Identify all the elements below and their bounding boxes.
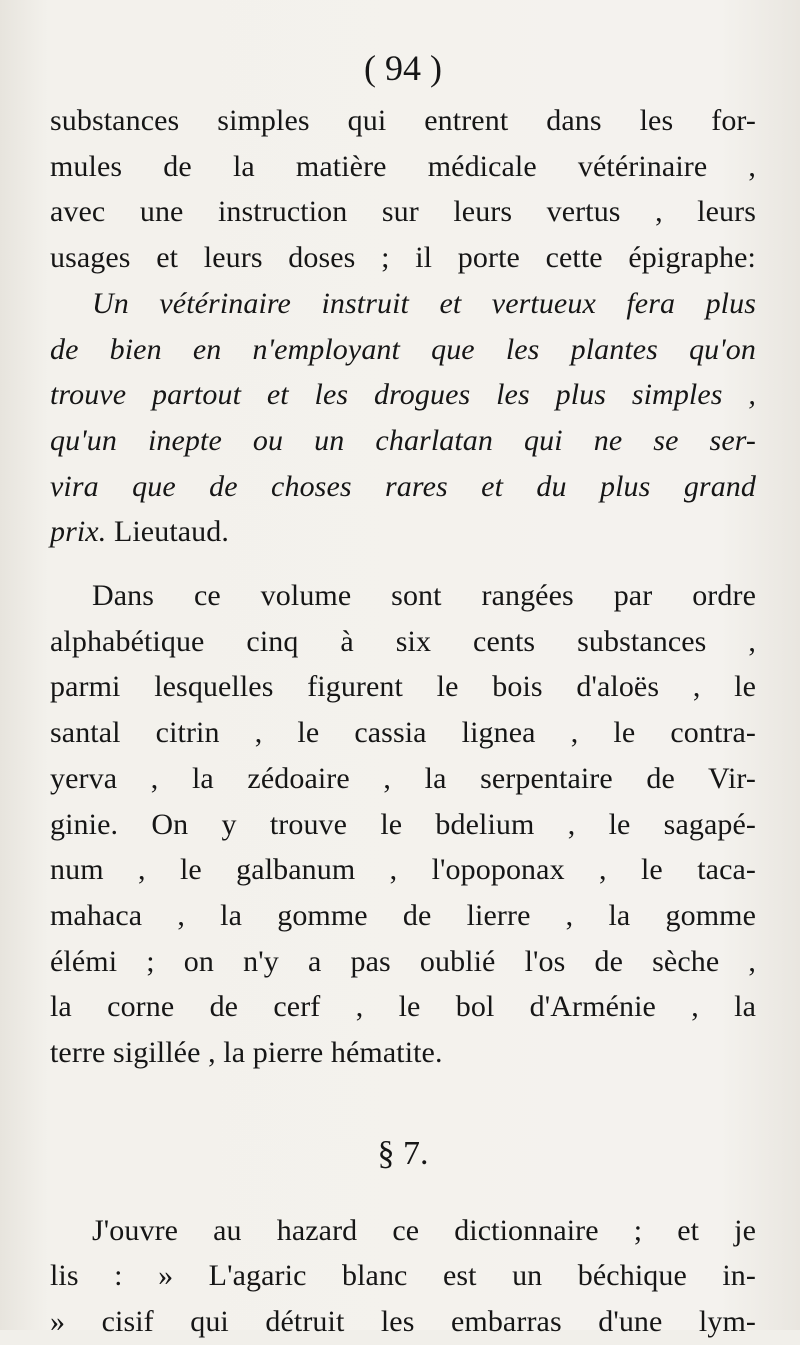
text-line: la corne de cerf , le bol d'Arménie , la [50, 990, 756, 1024]
text-line: substances simples qui entrent dans les for- [50, 104, 756, 137]
text-line: J'ouvre au hazard ce dictionnaire ; et je [92, 1213, 756, 1247]
text-line: yerva , la zédoaire , la serpentaire de Vir- [50, 761, 756, 795]
epigraph [50, 281, 756, 555]
text-line: élémi ; on n'y a pas oublié l'os de sèche , [50, 944, 756, 978]
epigraph-attribution: Lieutaud. [113, 515, 229, 549]
epigraph-line: vira que de choses rares et du plus grand [50, 469, 756, 503]
text-line: mules de la matière médicale vétérinaire , [50, 149, 756, 183]
text-line: terre sigillée , la pierre hématite. [50, 1036, 443, 1070]
paragraph-2 [50, 573, 756, 1076]
epigraph-last-line [50, 509, 756, 555]
text-line: usages et leurs doses ; il porte cette épigraphe: [50, 241, 756, 275]
epigraph-line: Un vétérinaire instruit et vertueux fera plus [92, 286, 756, 320]
epigraph-line: de bien en n'employant que les plantes qu'on [50, 332, 756, 366]
text-line: ginie. On y trouve le bdelium , le sagapé- [50, 807, 756, 841]
section-heading: § 7. [377, 1134, 429, 1172]
paragraph-3 [50, 1208, 756, 1345]
text-line: alphabétique cinq à six cents substances , [50, 624, 756, 658]
text-line: parmi lesquelles figurent le bois d'aloës , le [50, 670, 756, 704]
epigraph-line: qu'un inepte ou un charlatan qui ne se ser- [50, 423, 756, 457]
text-line: santal citrin , le cassia lignea , le contra- [50, 716, 756, 750]
text-line: mahaca , la gomme de lierre , la gomme [50, 898, 756, 932]
text-line: num , le galbanum , l'opoponax , le taca- [50, 853, 756, 887]
text-line: Dans ce volume sont rangées par ordre [92, 579, 756, 613]
epigraph-last-word: prix. [50, 515, 107, 549]
paragraph-1 [50, 98, 756, 281]
text-line: lis : » L'agaric blanc est un béchique in- [50, 1259, 756, 1293]
page-number: ( 94 ) [364, 48, 442, 88]
epigraph-line: trouve partout et les drogues les plus simples , [50, 378, 756, 412]
text-line: avec une instruction sur leurs vertus , leurs [50, 195, 756, 229]
text-line: » cisif qui détruit les embarras d'une lym- [50, 1305, 756, 1339]
paragraph-gap [50, 555, 756, 573]
